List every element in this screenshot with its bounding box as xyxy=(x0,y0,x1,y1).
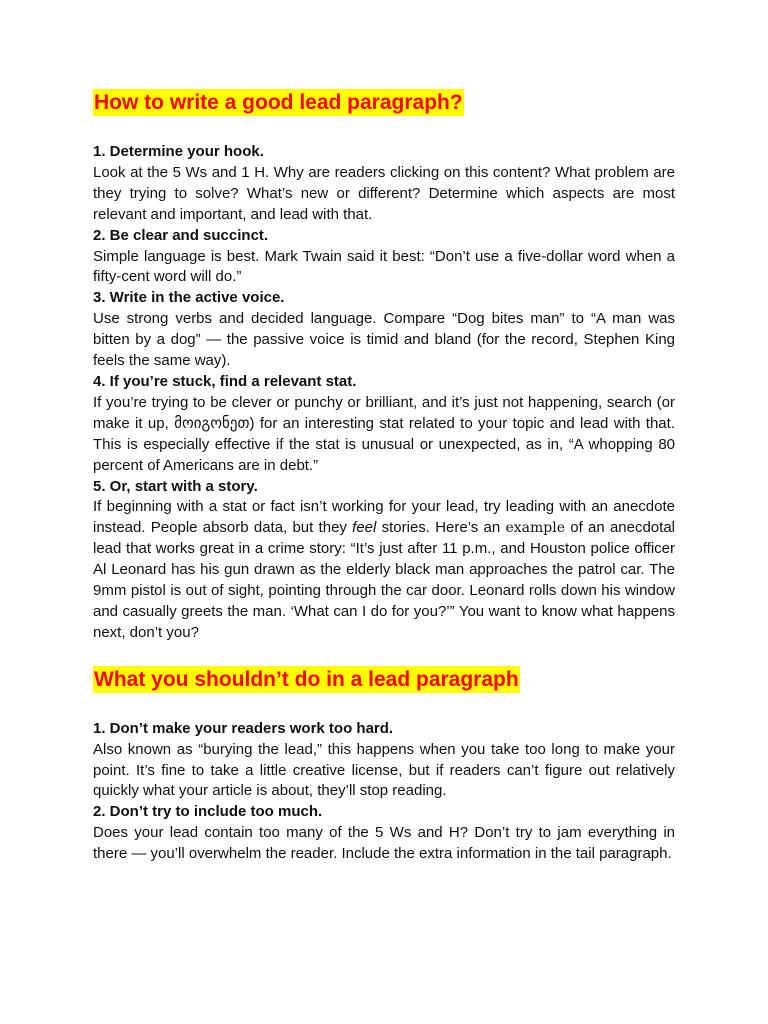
tip-item xyxy=(93,719,675,803)
tip-body xyxy=(93,393,675,477)
tip-body-text: ) for an interesting stat related to your topic and lead with that. This is especially effective if the stat is unusual or unexpected, as in, “A whopping 80 percent of Americans are in debt.” xyxy=(93,414,675,474)
tip-item xyxy=(93,288,675,372)
georgian-word: მოიგონეთ xyxy=(174,414,250,432)
tip-body-text: If you’re trying to be clever or punchy or brilliant, and it’s just not happening, search (or make it up, xyxy=(93,393,675,432)
tip-item xyxy=(93,477,675,644)
tip-item xyxy=(93,802,675,865)
tip-title: 3. Write in the active voice. xyxy=(93,289,285,307)
serif-word: example xyxy=(505,520,565,537)
tip-body xyxy=(93,497,675,643)
tip-title: 2. Don’t try to include too much. xyxy=(93,803,323,821)
tip-title: 1. Determine your hook. xyxy=(93,143,264,160)
tip-item xyxy=(93,142,675,226)
avoid-tips-list xyxy=(93,719,675,865)
section-heading-what-not-to-do: What you shouldn’t do in a lead paragraph xyxy=(94,667,519,691)
tip-title: 4. If you’re stuck, find a relevant stat. xyxy=(93,372,357,390)
tip-body-text: If beginning with a stat or fact isn’t working for your lead, try leading with an anecdote instead. People absorb data, but they xyxy=(93,498,675,537)
tip-body-text: of an anecdotal lead that works great in a crime story: “It’s just after 11 p.m., and Houston police officer Al Leonard has his gun drawn as the elderly black man approaches the patrol car. The 9mm pistol is out of sight, pointing through the car door. Leonard rolls down his window and casually greets the man. ‘What can I do for you?’” You want to know what happens next, don’t you? xyxy=(93,519,675,641)
tip-body: Simple language is best. Mark Twain said it best: “Don’t use a five-dollar word when a fifty-cent word will do.” xyxy=(93,247,675,286)
tip-title: 1. Don’t make your readers work too hard. xyxy=(93,719,394,737)
tip-item xyxy=(93,226,675,289)
tip-body: Also known as “burying the lead,” this happens when you take too long to make your point. It’s fine to take a little creative license, but if readers can’t figure out relatively quickly what your article is about, they’ll stop reading. xyxy=(93,740,675,800)
good-lead-tips-list xyxy=(93,142,675,644)
tip-body: Does your lead contain too many of the 5 Ws and H? Don’t try to jam everything in there — you’ll overwhelm the reader. Include the extra information in the tail paragraph. xyxy=(93,824,675,863)
tip-title: 2. Be clear and succinct. xyxy=(93,226,269,244)
tip-body-text: stories. Here’s an xyxy=(376,519,506,537)
emphasis-word: feel xyxy=(352,519,377,537)
section-heading-good-lead: How to write a good lead paragraph? xyxy=(94,91,463,114)
document-page xyxy=(93,0,675,865)
tip-body: Look at the 5 Ws and 1 H. Why are readers clicking on this content? What problem are they trying to solve? What’s new or different? Determine which aspects are most relevant and important, and lead with that. xyxy=(93,163,675,223)
tip-title: 5. Or, start with a story. xyxy=(93,477,258,495)
tip-body: Use strong verbs and decided language. Compare “Dog bites man” to “A man was bitten by a dog” — the passive voice is timid and bland (for the record, Stephen King feels the same way). xyxy=(93,310,675,370)
tip-item xyxy=(93,372,675,477)
